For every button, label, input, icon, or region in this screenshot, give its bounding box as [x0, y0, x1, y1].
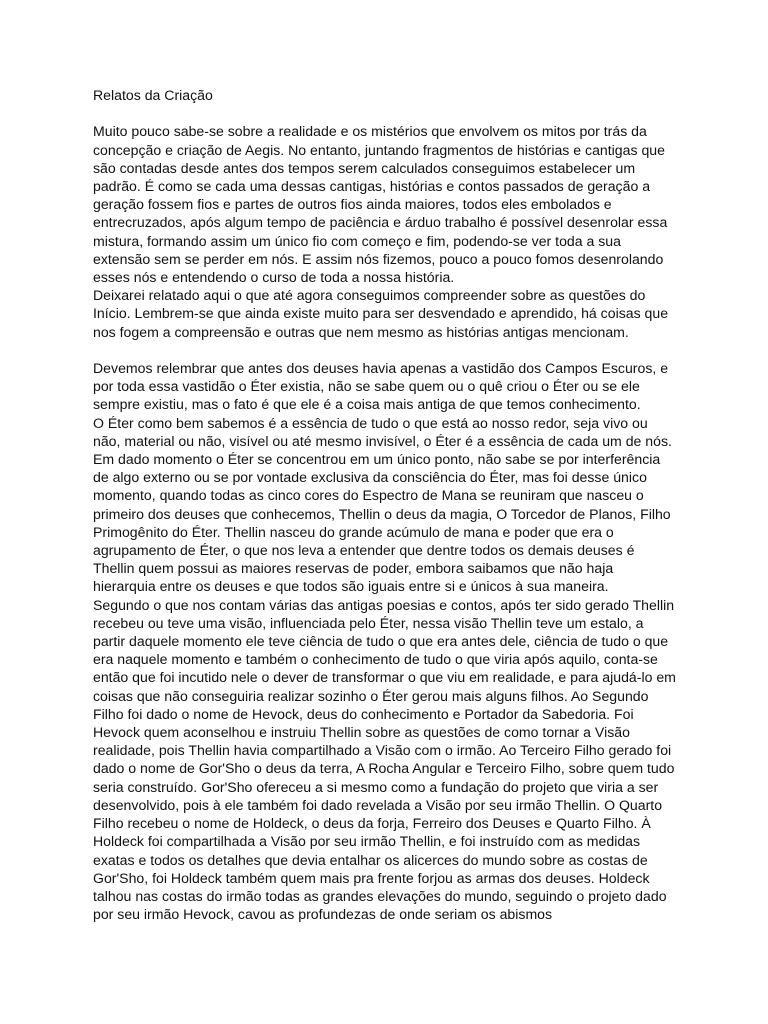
- paragraph-intro: Muito pouco sabe-se sobre a realidade e os mistérios que envolvem os mitos por trás da concepção e criação de Aegis. No entanto, juntando fragmentos de histórias e cantigas que são contadas desde antes dos tempos serem calculados conseguimos estabelecer um padrão. É como se cada uma dessas cantigas, histórias e contos passados de geração a geração fossem fios e partes de outros fios ainda maiores, todos eles embolados e entrecruzados, após algum tempo de paciência e árduo trabalho é possível desenrolar essa mistura, formando assim um único fio com começo e fim, podendo-se ver toda a sua extensão sem se perder em nós. E assim nós fizemos, pouco a pouco fomos desenrolando esses nós e entendendo o curso de toda a nossa história.: [93, 123, 668, 286]
- paragraph-visao: Segundo o que nos contam várias das antigas poesias e contos, após ter sido gerado Thellin recebeu ou teve uma visão, influenciada pelo Éter, nessa visão Thellin teve um estalo, a partir daquele momento ele teve ciência de tudo o que era antes dele, ciência de tudo o que era naquele momento e também o conhecimento de tudo o que viria após aquilo, conta-se então que foi incutido nele o dever de transformar o que viu em realidade, e para ajudá-lo em coisas que não conseguiria realizar sozinho o Éter gerou mais alguns filhos. Ao Segundo Filho foi dado o nome de Hevock, deus do conhecimento e Portador da Sabedoria. Foi Hevock quem aconselhou e instruiu Thellin sobre as questões de como tornar a Visão realidade, pois Thellin havia compartilhado a Visão com o irmão. Ao Terceiro Filho gerado foi dado o nome de Gor'Sho o deus da terra, A Rocha Angular e Terceiro Filho, sobre quem tudo seria construído. Gor'Sho ofereceu a si mesmo como a fundação do projeto que viria a ser desenvolvido, pois à ele também foi dado revelada a Visão por seu irmão Thellin. O Quarto Filho recebeu o nome de Holdeck, o deus da forja, Ferreiro dos Deuses e Quarto Filho. À Holdeck foi compartilhada a Visão por seu irmão Thellin, e foi instruído com as medidas exatas e todos os detalhes que devia entalhar os alicerces do mundo sobre as costas de Gor'Sho, foi Holdeck também quem mais pra frente forjou as armas dos deuses. Holdeck talhou nas costas do irmão todas as grandes elevações do mundo, seguindo o projeto dado por seu irmão Hevock, cavou as profundezas de onde seriam os abismos: [93, 596, 676, 923]
- document-page: [93, 86, 678, 923]
- document-title: Relatos da Criação: [93, 87, 213, 103]
- paragraph-gap: [93, 341, 678, 359]
- paragraph-eter: O Éter como bem sabemos é a essência de tudo o que está ao nosso redor, seja vivo ou não, material ou não, visível ou até mesmo invisível, o Éter é a essência de cada um de nós. Em dado momento o Éter se concentrou em um único ponto, não sabe se por interferência de algo externo ou se por vontade exclusiva da consciência do Éter, mas foi desse único momento, quando todas as cinco cores do Espectro de Mana se reuniram que nasceu o primeiro dos deuses que conhecemos, Thellin o deus da magia, O Torcedor de Planos, Filho Primogênito do Éter. Thellin nasceu do grande acúmulo de mana e poder que era o agrupamento de Éter, o que nos leva a entender que dentre todos os demais deuses é Thellin quem possui as maiores reservas de poder, embora saibamos que não haja hierarquia entre os deuses e que todos são iguais entre si e únicos à sua maneira.: [93, 414, 672, 595]
- paragraph-campos-escuros: Devemos relembrar que antes dos deuses havia apenas a vastidão dos Campos Escuros, e por toda essa vastidão o Éter existia, não se sabe quem ou o quê criou o Éter ou se ele sempre existiu, mas o fato é que ele é a coisa mais antiga de que temos conhecimento.: [93, 360, 669, 413]
- paragraph-inicio: Deixarei relatado aqui o que até agora conseguimos compreender sobre as questões do Início. Lembrem-se que ainda existe muito para ser desvendado e aprendido, há coisas que nos fogem a compreensão e outras que nem mesmo as histórias antigas mencionam.: [93, 287, 669, 340]
